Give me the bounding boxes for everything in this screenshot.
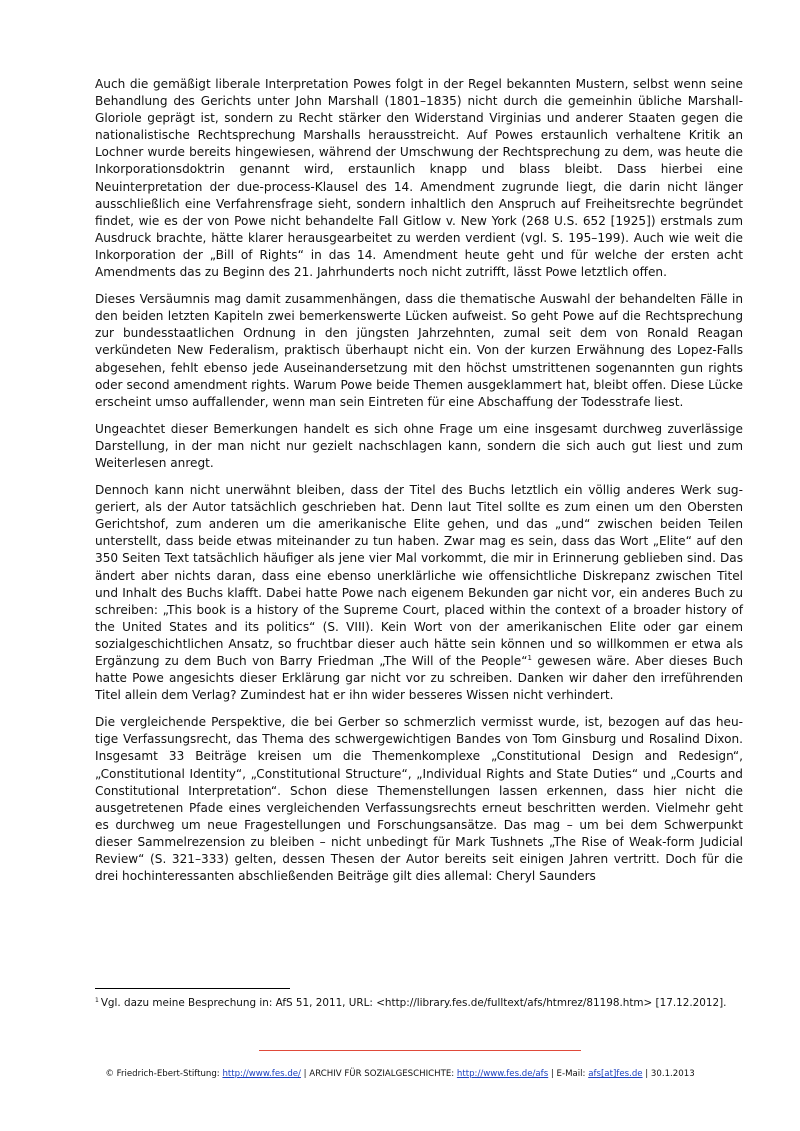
paragraph-2: Dieses Versäumnis mag damit zusammenhängen, dass die thematische Auswahl der behandelten Fälle in den beiden letzten Kapiteln zwei bemerkenswerte Lücken aufweist. So geht Powe auf die Rechtsprechung zur bundesstaatlichen Ordnung in den jüngsten Jahrzehnten, zumal seit dem von Ronald Reagan verkündeten New Federalism, praktisch überhaupt nicht ein. Von der kurzen Erwähnung des Lopez-Falls abgesehen, fehlt ebenso jede Auseinandersetzung mit den höchst umstrittenen sogenannten gun rights oder second amendment rights. Warum Powe beide Themen ausgeklammert hat, bleibt offen. Diese Lücke erscheint umso auffallender, wenn man sein Eintreten für eine Abschaffung der Todesstrafe liest. [95,292,743,409]
afs-link[interactable]: http://www.fes.de/afs [456,1069,549,1079]
page-footer [0,1068,800,1080]
footer-copyright: © Friedrich-Ebert-Stiftung: [105,1069,223,1079]
footnote-separator [95,988,290,989]
paragraph-4-continuation: gewesen wäre. Aber dieses Buch hatte Powe angesichts dieser Erklärung gar nicht vor zu schreiben. Danken wir daher den irreführenden Titel allein dem Verlag? Zumindest hat er ihn wider besseres Wissen nicht verhindert. [95,654,743,703]
paragraph-5: Die vergleichende Perspektive, die bei Gerber so schmerzlich vermisst wurde, ist, bezogen auf das heutige Verfassungsrecht, das Thema des schwergewichtigen Bandes von Tom Ginsburg und Rosalind Dixon. Insgesamt 33 Beiträge kreisen um die Themenkomplexe „Constitutional Design and Redesign“, „Constitutional Identity“, „Constitutional Structure“, „Individual Rights and State Duties“ und „Courts and Constitutional Interpretation“. Schon diese Themenstellungen lassen erkennen, dass hier nicht die ausgetretenen Pfade eines vergleichenden Verfassungsrechts erneut beschritten werden. Vielmehr geht es durchweg um neue Fragestellungen und Forschungsansätze. Das mag – um bei dem Schwerpunkt dieser Sammelrezension zu bleiben – nicht unbedingt für Mark Tushnets „The Rise of Weak-form Judicial Review“ (S. 321–333) gelten, dessen Thesen der Autor bereits seit einigen Jahren vertritt. Doch für die drei hochinteressanten abschließenden Beiträge gilt dies allemal: Cheryl Saunders [95,715,743,884]
footer-date: | 30.1.2013 [642,1069,695,1079]
footnote [95,996,745,1010]
footer-archive-label: | ARCHIV FÜR SOZIALGESCHICHTE: [300,1069,457,1079]
footnote-text: Vgl. dazu meine Besprechung in: AfS 51, 2011, URL: <http://library.fes.de/fulltext/afs/htmrez/81198.htm> [17.12.2012]. [100,997,727,1009]
article-body [95,76,743,895]
footer-separator [259,1050,581,1051]
email-link[interactable]: afs[at]fes.de [588,1069,643,1079]
fes-link[interactable]: http://www.fes.de/ [222,1069,301,1079]
footnote-reference[interactable]: 1 [527,653,532,662]
paragraph-3: Ungeachtet dieser Bemerkungen handelt es sich ohne Frage um eine insgesamt durchweg zuverlässige Darstellung, in der man nicht nur gezielt nachschlagen kann, sondern die sich auch gut liest und zum Weiterlesen anregt. [95,421,743,470]
paragraph-4-text: Dennoch kann nicht unerwähnt bleiben, dass der Titel des Buchs letztlich ein völlig anderes Werk suggeriert, als der Autor tatsächlich geschrieben hat. Denn laut Titel sollte es zum einen um den Obersten Gerichtshof, zum anderen um die amerikanische Elite gehen, und das „und“ zwischen beiden Teilen unterstellt, dass beide etwas miteinander zu tun haben. Zwar mag es sein, dass das Wort „Elite“ auf den 350 Seiten Text tatsächlich häufiger als jene vier Mal vorkommt, die mir in Erinnerung geblieben sind. Das ändert aber nichts daran, dass eine ebenso unerklärliche wie offensichtliche Diskrepanz zwischen Titel und Inhalt des Buchs klafft. Dabei hatte Powe nach eigenem Bekunden gar nicht vor, ein anderes Buch zu schreiben: „This book is a history of the Supreme Court, placed within the context of a broader history of the United States and its politics“ (S. VIII). Kein Wort von der amerikanischen Elite oder gar einem sozialgeschichtlichen Ansatz, so fruchtbar dieser auch hätte sein können und so willkommen er etwa als Ergänzung zu dem Buch von Barry Friedman „The Will of the People“ [95,483,743,668]
footnote-number: 1 [95,996,99,1004]
paragraph-1: Auch die gemäßigt liberale Interpretation Powes folgt in der Regel bekannten Mustern, selbst wenn seine Behandlung des Gerichts unter John Marshall (1801–1835) nicht durch die gemeinhin übliche Marshall-Gloriole geprägt ist, sondern zu Recht stärker den Widerstand Virginias und anderer Staaten gegen die nationalistische Rechtsprechung Marshalls herausstreicht. Auf Powes erstaunlich verhaltene Kritik an Lochner wurde bereits hingewiesen, während der Umschwung der Rechtsprechung zu dem, was heute die Inkorporationsdoktrin genannt wird, erstaunlich knapp und blass bleibt. Dass hierbei eine Neuinterpretation der due-process-Klausel des 14. Amendment zugrunde liegt, die darin nicht länger ausschließlich eine Verfahrensfrage sieht, sondern inhaltlich den Anspruch auf Freiheitsrechte begründet findet, wie es der von Powe nicht behandelte Fall Gitlow v. New York (268 U.S. 652 [1925]) erstmals zum Ausdruck brachte, hätte klarer herausgearbeitet zu werden verdient (vgl. S. 195–199). Auch wie weit die Inkorporation der „Bill of Rights“ in das 14. Amendment heute geht und für welche der ersten acht Amendments das zu Beginn des 21. Jahrhunderts noch nicht zutrifft, lässt Powe letztlich offen. [95,77,743,280]
footer-email-label: | E-Mail: [548,1069,589,1079]
paragraph-4 [95,482,743,704]
